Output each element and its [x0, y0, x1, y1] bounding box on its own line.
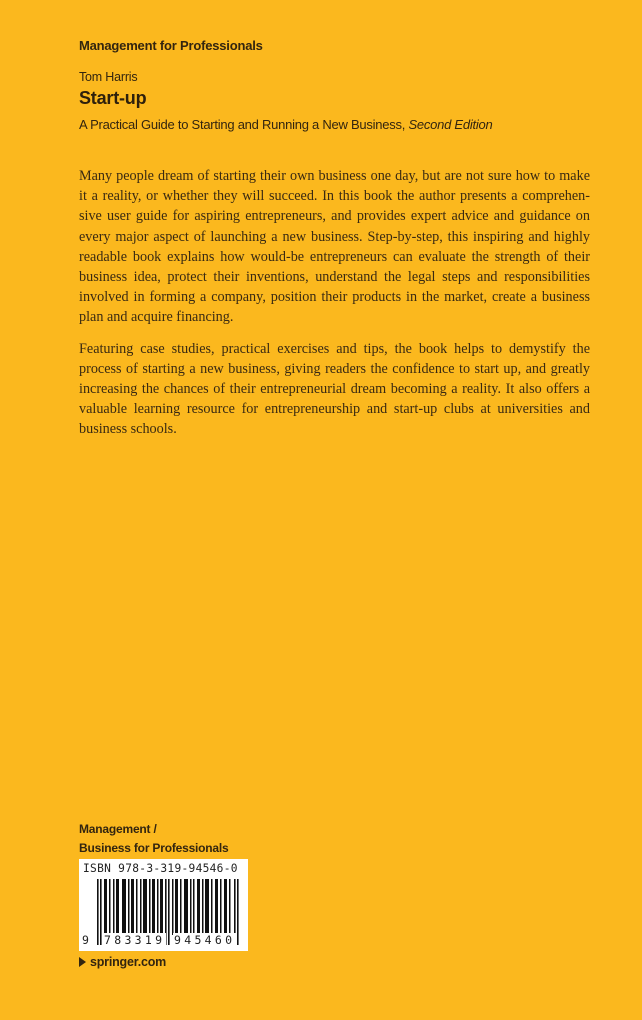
series-name: Management for Professionals [79, 38, 263, 53]
subtitle-main: A Practical Guide to Starting and Running a New Business, [79, 117, 409, 132]
blurb-paragraph-2: Featuring case studies, practical exercises and tips, the book helps to demystify the process of starting a new business, giving readers the confidence to start up, and greatly increasing the chances of their entrepreneurial dream becoming a reality. It also offers a valuable learning resource for entrepreneurship and start-up clubs at universities and business schools. [79, 340, 590, 438]
book-title: Start-up [79, 88, 147, 108]
isbn-label: ISBN 978-3-319-94546-0 [83, 862, 238, 875]
subject-category [79, 820, 229, 858]
ean-right-group: 945460 [174, 933, 236, 947]
publisher-website[interactable] [79, 955, 166, 969]
website-label: springer.com [90, 955, 167, 969]
blurb [79, 166, 590, 451]
blurb-paragraph-1: Many people dream of starting their own business one day, but are not sure how to make it a reality, or whether they will succeed. In this book the author presents a comprehensive user guide for aspiring entrepreneurs, and provides expert advice and guidance on every major aspect of launching a new business. Step-by-step, this inspiring and highly readable book explains how would-be entrepreneurs can evaluate the strength of their business idea, protect their inventions, understand the legal steps and responsibilities involved in forming a company, position their products in the market, create a business plan and acquire financing. [79, 168, 590, 326]
ean-left-group: 783319 [104, 933, 166, 947]
book-subtitle [79, 117, 492, 132]
barcode-box [79, 859, 248, 951]
subject-line-1: Management / [79, 822, 157, 836]
subject-line-2: Business for Professionals [79, 841, 229, 855]
author-name: Tom Harris [79, 70, 138, 84]
ean-digits [81, 933, 241, 947]
ean-first-digit: 9 [82, 933, 93, 947]
arrow-right-icon [79, 957, 86, 967]
subtitle-edition: Second Edition [408, 117, 493, 132]
